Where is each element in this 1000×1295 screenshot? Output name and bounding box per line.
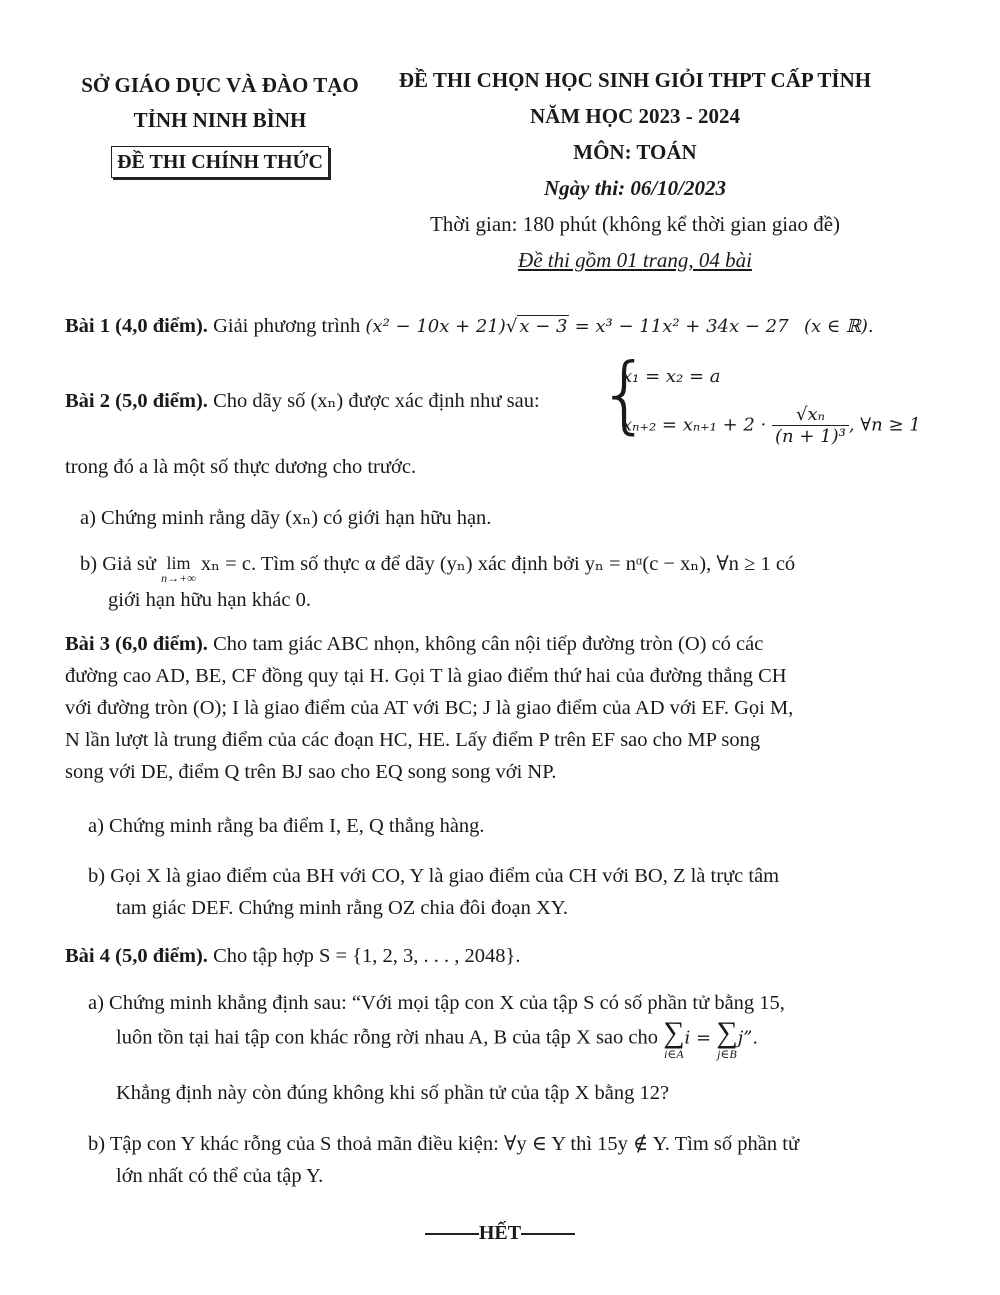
problem-2-intro — [65, 385, 540, 417]
system-line-2-left: xₙ₊₂ = xₙ₊₁ + 2 · — [622, 414, 767, 436]
problem-4-b2: lớn nhất có thể của tập Y. — [116, 1165, 324, 1187]
problem-3-line5: song với DE, điểm Q trên BJ sao cho EQ song song với NP. — [65, 761, 557, 783]
problem-3-line1: Cho tam giác ABC nhọn, không cân nội tiếp đường tròn (O) có các — [213, 633, 764, 655]
problem-2-a: a) Chứng minh rằng dãy (xₙ) có giới hạn hữu hạn. — [80, 507, 492, 529]
problem-3-line4: N lần lượt là trung điểm của các đoạn HC, HE. Lấy điểm P trên EF sao cho MP song — [65, 729, 761, 751]
problem-4-b1: b) Tập con Y khác rỗng của S thoả mãn điều kiện: ∀y ∈ Y thì 15y ∉ Y. Tìm số phần tử — [88, 1133, 800, 1155]
problem-4-intro-text: Cho tập hợp S = {1, 2, 3, . . . , 2048}. — [213, 945, 521, 967]
problem-1-eq-sqrt: x − 3 — [519, 316, 568, 337]
problem-1-text: Giải phương trình — [213, 315, 361, 337]
system-fraction-num: √xₙ — [772, 404, 849, 426]
problem-1-eq-right: = x³ − 11x² + 34x − 27 — [574, 316, 789, 337]
problem-3-b — [88, 860, 948, 924]
sum-b-term: j”. — [737, 1027, 759, 1049]
problem-2-b-part2: xₙ = c. Tìm số thực α để dãy (yₙ) xác định bởi yₙ = nᵅ(c − xₙ), ∀n ≥ 1 có — [200, 553, 796, 575]
official-stamp: ĐỀ THI CHÍNH THỨC — [111, 146, 329, 178]
end-text: HẾT — [478, 1222, 522, 1244]
problem-3-label: Bài 3 — [65, 633, 110, 655]
sum-a-index: i∈A — [664, 1047, 684, 1061]
header-right — [385, 62, 885, 278]
limit-text: lim — [166, 553, 191, 573]
limit-subscript: n→+∞ — [161, 571, 196, 585]
system-fraction — [772, 404, 849, 447]
problem-1-label: Bài 1 — [65, 315, 110, 337]
problem-1-points: (4,0 điểm). — [115, 315, 208, 337]
sum-over-b: ∑ j∈B — [716, 1016, 738, 1061]
problem-2-b-line2: giới hạn hữu hạn khác 0. — [108, 589, 311, 611]
exam-title: ĐỀ THI CHỌN HỌC SINH GIỎI THPT CẤP TỈNH — [398, 68, 872, 92]
sum-over-a: ∑ i∈A — [663, 1016, 685, 1061]
duration: Thời gian: 180 phút (không kể thời gian giao đề) — [429, 212, 841, 236]
subject: MÔN: TOÁN — [573, 140, 697, 164]
problem-4-a2 — [116, 1018, 758, 1060]
sum-a-term: i = — [684, 1027, 712, 1049]
problem-2-b-line1 — [80, 548, 795, 584]
exam-date: Ngày thi: 06/10/2023 — [544, 176, 726, 200]
problem-4-a2-text: luôn tồn tại hai tập con khác rỗng rời nhau A, B của tập X sao cho — [116, 1026, 658, 1049]
problem-3-line2: đường cao AD, BE, CF đồng quy tại H. Gọi T là giao điểm thứ hai của đường thẳng CH — [65, 665, 787, 687]
header-left — [60, 68, 380, 179]
problem-3 — [65, 628, 945, 788]
problem-1: Bài 1 (4,0 điểm). Giải phương trình (x² − 10x + 21)√ x − 3 = x³ − 11x² + 34x − 27 (x ∈ ℝ). — [65, 315, 874, 337]
province: TỈNH NINH BÌNH — [133, 108, 307, 132]
system-line-2 — [622, 404, 921, 447]
problem-2-label: Bài 2 — [65, 390, 110, 412]
system-brace: { — [598, 345, 652, 443]
problem-2-where: trong đó a là một số thực dương cho trước. — [65, 456, 417, 478]
end-marker — [0, 1222, 1000, 1245]
problem-3-points: (6,0 điểm). — [115, 633, 208, 655]
system-fraction-den: (n + 1)³ — [775, 426, 846, 447]
pages-info: Đề thi gồm 01 trang, 04 bài — [518, 248, 752, 272]
sum-b-index: j∈B — [717, 1047, 737, 1061]
problem-3-a: a) Chứng minh rằng ba điểm I, E, Q thẳng hàng. — [88, 815, 485, 837]
problem-4-a3: Khẳng định này còn đúng không khi số phần tử của tập X bằng 12? — [116, 1082, 670, 1104]
problem-2-b-part1: b) Giả sử — [80, 553, 157, 575]
problem-3-b2: tam giác DEF. Chứng minh rằng OZ chia đôi đoạn XY. — [116, 897, 569, 919]
problem-2-points: (5,0 điểm). — [115, 390, 208, 412]
problem-3-line3: với đường tròn (O); I là giao điểm của AT với BC; J là giao điểm của AD với EF. Gọi M, — [65, 697, 794, 719]
problem-4-points: (5,0 điểm). — [115, 945, 208, 967]
department: SỞ GIÁO DỤC VÀ ĐÀO TẠO — [81, 73, 359, 97]
problem-2-intro-text: Cho dãy số (xₙ) được xác định như sau: — [213, 390, 540, 412]
school-year: NĂM HỌC 2023 - 2024 — [530, 104, 740, 128]
limit-operator — [161, 554, 196, 584]
problem-1-eq-left: (x² − 10x + 21) — [365, 316, 506, 337]
problem-1-domain: (x ∈ ℝ). — [803, 316, 874, 337]
system-line-1: x₁ = x₂ = a — [622, 366, 721, 387]
problem-4-intro — [65, 940, 521, 972]
system-line-2-right: , ∀n ≥ 1 — [848, 414, 921, 436]
problem-4-label: Bài 4 — [65, 945, 110, 967]
problem-3-b1: b) Gọi X là giao điểm của BH với CO, Y là giao điểm của CH với BO, Z là trực tâm — [88, 865, 780, 887]
problem-4-a1: a) Chứng minh khẳng định sau: “Với mọi tập con X của tập S có số phần tử bằng 15, — [88, 992, 785, 1014]
problem-4-b — [88, 1128, 948, 1192]
